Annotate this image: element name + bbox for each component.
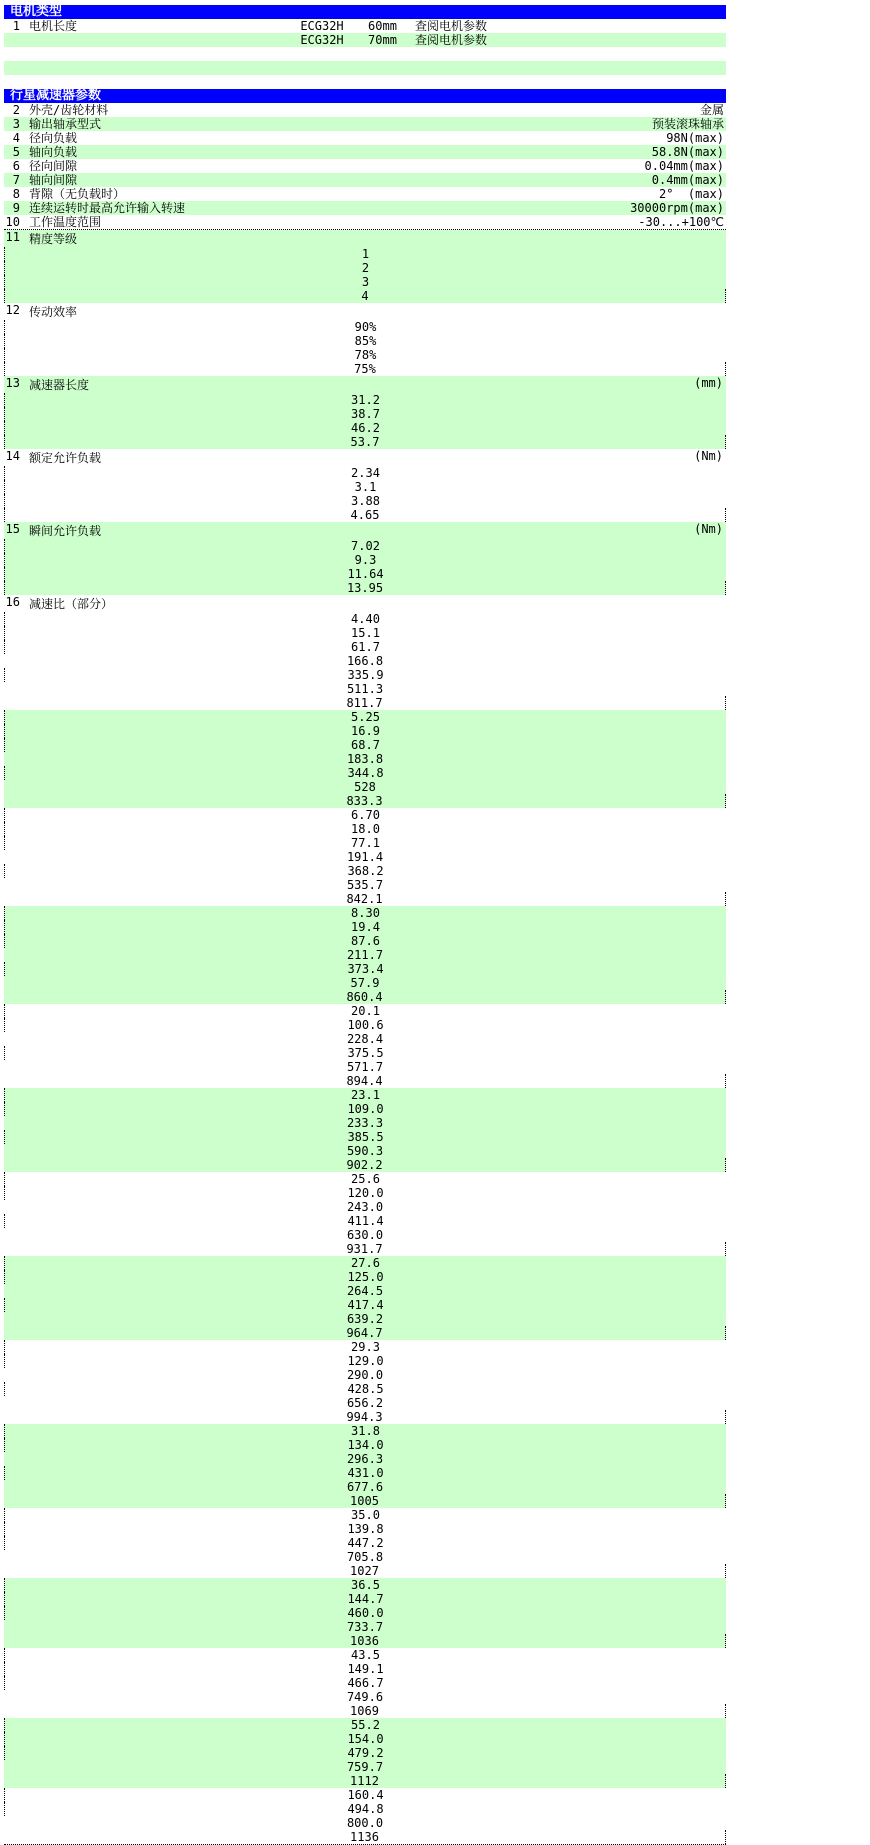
ratio-row xyxy=(4,1578,726,1648)
param-label-cell xyxy=(4,117,292,131)
ratio-cell: 134.0 xyxy=(4,1438,726,1452)
ratio-cell: 630.0 xyxy=(346,1228,384,1242)
param-value: 0.4mm(max) xyxy=(651,173,724,187)
row-label: 额定允许负载 xyxy=(29,451,102,465)
motor-length-cell: 70mm xyxy=(368,33,397,47)
ratio-row xyxy=(4,1424,726,1508)
ratio-row xyxy=(4,710,726,808)
grade-row xyxy=(4,303,726,376)
ratio-row xyxy=(4,808,726,906)
ratio-row xyxy=(4,1172,726,1256)
ratio-row xyxy=(4,1788,726,1844)
row-number: 16 xyxy=(5,595,20,609)
param-row xyxy=(4,215,726,229)
param-label-cell xyxy=(4,230,726,247)
grade-col-2: 85% xyxy=(4,334,726,348)
ratio-cell: 19.4 xyxy=(4,920,726,934)
grade-row xyxy=(4,376,726,449)
ratio-cell: 233.3 xyxy=(346,1116,384,1130)
param-value: 2° (max) xyxy=(658,187,724,201)
grade-grid xyxy=(4,229,726,1845)
ratio-cell: 100.6 xyxy=(4,1018,726,1032)
row-label: 轴向负载 xyxy=(29,145,78,159)
motor-type-rows xyxy=(4,19,726,47)
param-label-cell xyxy=(4,376,726,393)
ratio-cell: 109.0 xyxy=(4,1102,726,1116)
ratio-row xyxy=(4,1088,726,1172)
motor-length-row xyxy=(4,33,726,47)
motor-model-cell: ECG32H xyxy=(300,33,344,47)
ratio-cell: 296.3 xyxy=(346,1452,384,1466)
ratio-row xyxy=(4,1256,726,1340)
param-label-cell xyxy=(4,595,726,612)
ratio-cell: 35.0 xyxy=(4,1508,726,1522)
ratio-cell: 36.5 xyxy=(4,1578,726,1592)
ratio-row xyxy=(4,906,726,1004)
row-unit xyxy=(723,303,726,320)
row-number: 3 xyxy=(12,117,20,131)
ratio-cell: 860.4 xyxy=(4,990,726,1004)
grade-col-1: 90% xyxy=(4,320,726,334)
param-row xyxy=(4,159,726,173)
ratio-cell: 166.8 xyxy=(346,654,384,668)
ratio-cell: 373.4 xyxy=(4,962,726,976)
motor-length-cell: 60mm xyxy=(368,19,397,33)
ratio-cell: 335.9 xyxy=(4,668,726,682)
ratio-cell: 31.8 xyxy=(4,1424,726,1438)
grade-col-4: 4 xyxy=(4,289,726,303)
param-label-cell xyxy=(4,201,292,215)
ratio-cell: 139.8 xyxy=(4,1522,726,1536)
grade-col-4: 53.7 xyxy=(4,435,726,449)
ratio-cell: 411.4 xyxy=(4,1214,726,1228)
ratio-cell: 479.2 xyxy=(4,1746,726,1760)
ratio-cell: 466.7 xyxy=(4,1676,726,1690)
grade-col-3: 46.2 xyxy=(4,421,726,435)
param-row xyxy=(4,145,726,159)
row-label: 外壳/齿轮材料 xyxy=(29,103,109,117)
ratio-cell: 160.4 xyxy=(4,1788,726,1802)
ratio-cell: 733.7 xyxy=(346,1620,384,1634)
ratio-cell: 894.4 xyxy=(4,1074,726,1088)
param-label-cell xyxy=(4,131,292,145)
grade-col-2: 38.7 xyxy=(4,407,726,421)
grade-rows xyxy=(4,230,726,595)
spacer-row xyxy=(4,75,726,89)
row-label: 工作温度范围 xyxy=(29,215,102,229)
ratio-cell: 27.6 xyxy=(4,1256,726,1270)
param-value: 30000rpm(max) xyxy=(630,201,724,215)
ratio-cell: 994.3 xyxy=(4,1410,726,1424)
row-number: 6 xyxy=(12,159,20,173)
ratio-cell: 1036 xyxy=(4,1634,726,1648)
ratio-cell: 639.2 xyxy=(346,1312,384,1326)
ratio-cell: 511.3 xyxy=(346,682,384,696)
ratio-cell: 528 xyxy=(354,780,376,794)
motor-model-cell: ECG32H xyxy=(300,19,344,33)
ratio-cell: 494.8 xyxy=(4,1802,726,1816)
ratio-cell: 43.5 xyxy=(4,1648,726,1662)
param-value: 98N(max) xyxy=(666,131,724,145)
ratio-cell: 18.0 xyxy=(4,822,726,836)
ratio-row xyxy=(4,1648,726,1718)
ratio-cell: 243.0 xyxy=(346,1200,384,1214)
row-label: 精度等级 xyxy=(29,232,78,246)
ratio-cell: 677.6 xyxy=(346,1480,384,1494)
param-label-cell xyxy=(4,173,292,187)
ratio-cell: 8.30 xyxy=(4,906,726,920)
param-label-cell xyxy=(4,303,726,320)
ratio-cell: 15.1 xyxy=(4,626,726,640)
ratio-cell: 290.0 xyxy=(346,1368,384,1382)
row-unit xyxy=(723,230,726,247)
row-unit: (Nm) xyxy=(694,449,723,463)
ratio-cell: 1069 xyxy=(4,1704,726,1718)
spacer-row xyxy=(4,47,726,61)
ratio-cell: 535.7 xyxy=(346,878,384,892)
row-label: 减速器长度 xyxy=(29,378,90,392)
ratio-cell: 460.0 xyxy=(4,1606,726,1620)
row-number: 14 xyxy=(5,449,20,463)
ratio-cell: 16.9 xyxy=(4,724,726,738)
ratio-cell: 149.1 xyxy=(4,1662,726,1676)
ratio-cell: 1027 xyxy=(4,1564,726,1578)
ratio-cell: 183.8 xyxy=(346,752,384,766)
ratio-cell: 417.4 xyxy=(4,1298,726,1312)
grade-row xyxy=(4,449,726,522)
param-row xyxy=(4,131,726,145)
view-motor-params-link[interactable]: 查阅电机参数 xyxy=(415,33,488,47)
ratio-cell: 264.5 xyxy=(346,1284,384,1298)
row-unit: (Nm) xyxy=(694,522,723,536)
grade-col-2: 3.1 xyxy=(4,480,726,494)
row-label: 背隙（无负载时） xyxy=(29,187,126,201)
grade-col-2: 2 xyxy=(4,261,726,275)
ratio-cell: 842.1 xyxy=(4,892,726,906)
motor-length-row xyxy=(4,19,726,33)
ratio-cell: 29.3 xyxy=(4,1340,726,1354)
grade-col-1: 7.02 xyxy=(4,539,726,553)
spacer-row-green xyxy=(4,61,726,75)
ratio-cell: 191.4 xyxy=(346,850,384,864)
row-number: 15 xyxy=(5,522,20,536)
ratio-cell: 68.7 xyxy=(4,738,726,752)
param-value: 金属 xyxy=(699,103,724,117)
grade-col-4: 75% xyxy=(4,362,726,376)
ratio-cell: 964.7 xyxy=(4,1326,726,1340)
ratio-cell: 77.1 xyxy=(4,836,726,850)
grade-col-3: 3 xyxy=(4,275,726,289)
ratio-cell: 1136 xyxy=(4,1830,726,1844)
row-label: 传动效率 xyxy=(29,305,78,319)
ratio-cell: 705.8 xyxy=(346,1550,384,1564)
ratio-cell: 125.0 xyxy=(4,1270,726,1284)
ratio-cell: 154.0 xyxy=(4,1732,726,1746)
row-number: 10 xyxy=(5,215,20,229)
row-label: 减速比（部分） xyxy=(29,597,114,611)
ratio-cell: 902.2 xyxy=(4,1158,726,1172)
param-label-cell xyxy=(4,159,292,173)
ratio-cell: 431.0 xyxy=(4,1466,726,1480)
ratio-cell: 833.3 xyxy=(4,794,726,808)
row-number: 2 xyxy=(12,103,20,117)
row-number xyxy=(4,33,20,47)
ratio-row xyxy=(4,1004,726,1088)
ratio-cell: 144.7 xyxy=(4,1592,726,1606)
ratio-cell: 344.8 xyxy=(4,766,726,780)
param-value: 58.8N(max) xyxy=(651,145,724,159)
ratio-cell: 428.5 xyxy=(4,1382,726,1396)
param-label-cell xyxy=(4,19,292,33)
grade-col-4: 13.95 xyxy=(4,581,726,595)
param-label-cell xyxy=(4,103,292,117)
row-label: 径向负载 xyxy=(29,131,78,145)
param-row xyxy=(4,173,726,187)
ratio-cell: 1005 xyxy=(4,1494,726,1508)
param-label-cell xyxy=(4,145,292,159)
view-motor-params-link[interactable]: 查阅电机参数 xyxy=(415,19,488,33)
param-value: 预装滚珠轴承 xyxy=(651,117,724,131)
row-number: 4 xyxy=(12,131,20,145)
ratio-cell: 1112 xyxy=(4,1774,726,1788)
row-label: 连续运转时最高允许输入转速 xyxy=(29,201,186,215)
ratio-cell: 61.7 xyxy=(4,640,726,654)
ratio-cell: 375.5 xyxy=(4,1046,726,1060)
ratio-cell: 447.2 xyxy=(4,1536,726,1550)
motor-type-header: 电机类型 xyxy=(4,5,726,19)
row-unit: (mm) xyxy=(694,376,723,390)
ratio-row xyxy=(4,595,726,710)
grade-col-4: 4.65 xyxy=(4,508,726,522)
grade-col-3: 78% xyxy=(4,348,726,362)
grade-col-2: 9.3 xyxy=(4,553,726,567)
ratio-cell: 5.25 xyxy=(4,710,726,724)
row-label: 瞬间允许负载 xyxy=(29,524,102,538)
ratio-row xyxy=(4,1508,726,1578)
param-value: -30...+100℃ xyxy=(638,215,724,229)
param-row xyxy=(4,187,726,201)
param-row xyxy=(4,117,726,131)
ratio-cell: 811.7 xyxy=(4,696,726,710)
ratio-cell: 656.2 xyxy=(346,1396,384,1410)
ratio-cell: 23.1 xyxy=(4,1088,726,1102)
row-number: 12 xyxy=(5,303,20,317)
grade-col-1: 1 xyxy=(4,247,726,261)
param-row xyxy=(4,201,726,215)
ratio-cell: 228.4 xyxy=(346,1032,384,1046)
ratio-cell: 211.7 xyxy=(346,948,384,962)
ratio-cell: 55.2 xyxy=(4,1718,726,1732)
ratio-cell: 20.1 xyxy=(4,1004,726,1018)
ratio-cell: 87.6 xyxy=(4,934,726,948)
grade-row xyxy=(4,230,726,303)
grade-col-3: 11.64 xyxy=(4,567,726,581)
ratio-cell: 571.7 xyxy=(346,1060,384,1074)
ratio-cell: 57.9 xyxy=(350,976,380,990)
row-label: 输出轴承型式 xyxy=(29,117,102,131)
ratio-cell: 931.7 xyxy=(4,1242,726,1256)
gearbox-params-header: 行星减速器参数 xyxy=(4,89,726,103)
row-label: 电机长度 xyxy=(29,19,78,33)
row-number: 11 xyxy=(5,230,20,244)
param-value: 0.04mm(max) xyxy=(644,159,724,173)
ratio-cell: 6.70 xyxy=(4,808,726,822)
row-number: 1 xyxy=(12,19,20,33)
param-label-cell xyxy=(4,522,726,539)
grade-col-3: 3.88 xyxy=(4,494,726,508)
ratio-cell: 759.7 xyxy=(346,1760,384,1774)
ratio-row xyxy=(4,1340,726,1424)
ratio-cell: 749.6 xyxy=(346,1690,384,1704)
row-number: 7 xyxy=(12,173,20,187)
ratio-cell: 590.3 xyxy=(346,1144,384,1158)
row-number: 13 xyxy=(5,376,20,390)
ratio-cell: 25.6 xyxy=(4,1172,726,1186)
ratio-cell: 385.5 xyxy=(4,1130,726,1144)
param-label-cell xyxy=(4,187,292,201)
row-label: 径向间隙 xyxy=(29,159,78,173)
gearbox-param-rows xyxy=(4,103,726,229)
ratio-cell: 368.2 xyxy=(4,864,726,878)
ratio-cell: 800.0 xyxy=(346,1816,384,1830)
grade-row xyxy=(4,522,726,595)
ratio-cell: 120.0 xyxy=(4,1186,726,1200)
grade-col-1: 31.2 xyxy=(4,393,726,407)
row-number: 5 xyxy=(12,145,20,159)
param-label-cell xyxy=(4,215,292,229)
row-label: 轴向间隙 xyxy=(29,173,78,187)
ratio-cell: 129.0 xyxy=(4,1354,726,1368)
param-label-cell xyxy=(4,449,726,466)
param-label-cell xyxy=(4,33,292,47)
param-row xyxy=(4,103,726,117)
row-number: 9 xyxy=(12,201,20,215)
ratio-rows xyxy=(4,595,726,1844)
row-number: 8 xyxy=(12,187,20,201)
ratio-cell: 4.40 xyxy=(4,612,726,626)
grade-col-1: 2.34 xyxy=(4,466,726,480)
ratio-row xyxy=(4,1718,726,1788)
